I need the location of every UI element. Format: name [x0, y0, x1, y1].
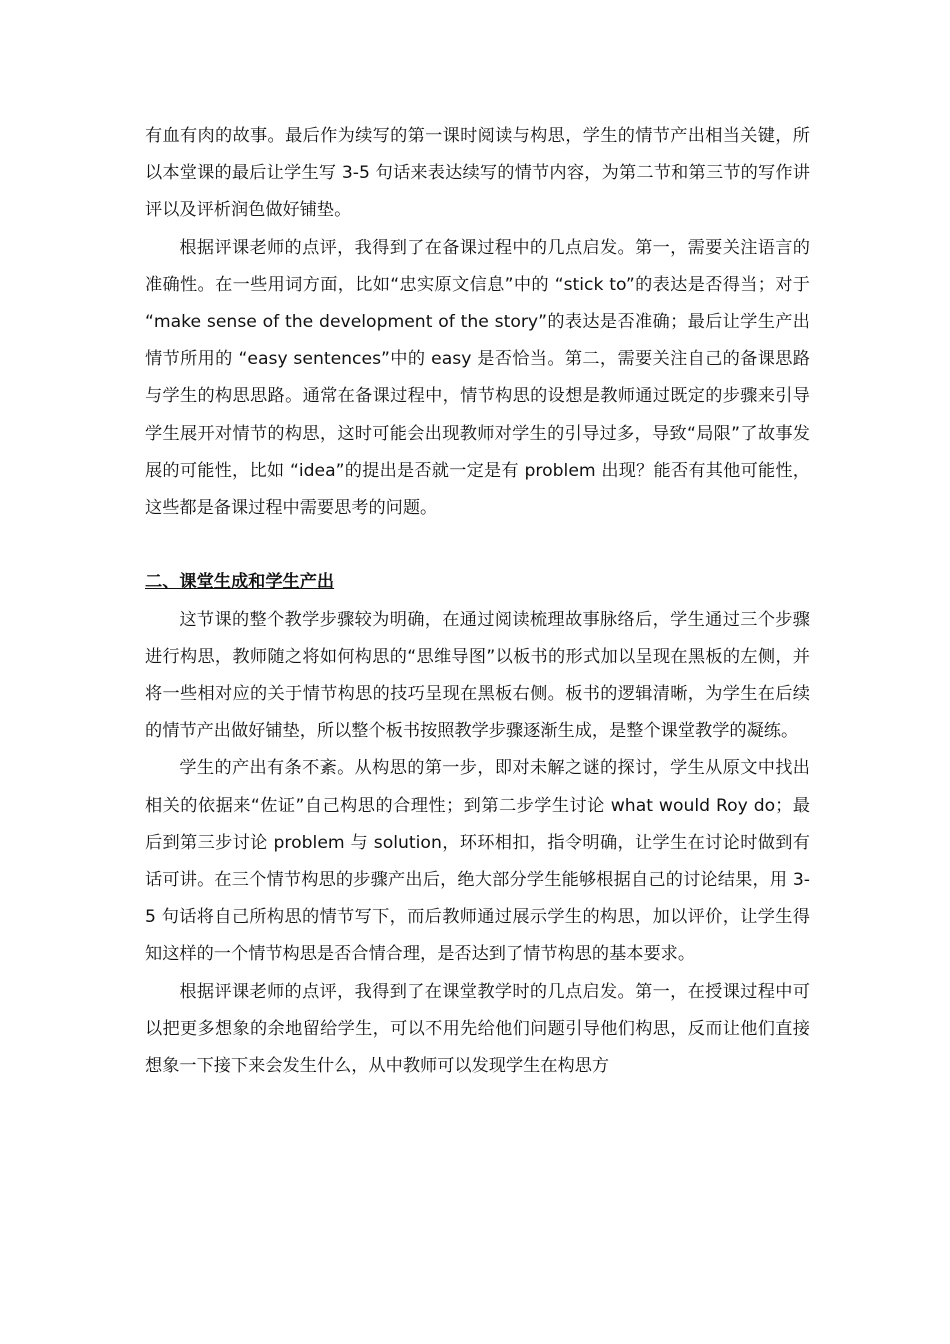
paragraph-lesson-prep-insights: 根据评课老师的点评，我得到了在备课过程中的几点启发。第一，需要关注语言的准确性。在一些用词方面，比如“忠实原文信息”中的 “stick to”的表达是否得当；对于 “make sense of the development of the story”的表达是否准确；最后让学生产出情节所用的 “easy sentences”中的 easy 是否恰当。第二，需要关注自己的备课思路与学生的构思思路。通常在备课过程中，情节构思的设想是教师通过既定的步骤来引导学生展开对情节的构思，这时可能会出现教师对学生的引导过多，导致“局限”了故事发展的可能性，比如 “idea”的提出是否就一定是有 problem 出现？能否有其他可能性，这些都是备课过程中需要思考的问题。	[145, 237, 810, 519]
paragraph-student-output: 学生的产出有条不紊。从构思的第一步，即对未解之谜的探讨，学生从原文中找出相关的依据来“佐证”自己构思的合理性；到第二步学生讨论 what would Roy do；最后到第三步讨论 problem 与 solution，环环相扣，指令明确，让学生在讨论时做到有话可讲。在三个情节构思的步骤产出后，绝大部分学生能够根据自己的讨论结果，用 3-5 句话将自己所构思的情节写下，而后教师通过展示学生的构思，加以评价，让学生得知这样的一个情节构思是否合情合理，是否达到了情节构思的基本要求。	[145, 758, 810, 965]
section-heading: 二、课堂生成和学生产出	[145, 572, 335, 593]
paragraph-classroom-insights: 根据评课老师的点评，我得到了在课堂教学时的几点启发。第一，在授课过程中可以把更多想象的余地留给学生，可以不用先给他们问题引导他们构思，反而让他们直接想象一下接下来会发生什么，从中教师可以发现学生在构思方	[145, 981, 810, 1077]
paragraph-teaching-steps: 这节课的整个教学步骤较为明确，在通过阅读梳理故事脉络后，学生通过三个步骤进行构思，教师随之将如何构思的“思维导图”以板书的形式加以呈现在黑板的左侧，并将一些相对应的关于情节构思的技巧呈现在黑板右侧。板书的逻辑清晰，为学生在后续的情节产出做好铺垫，所以整个板书按照教学步骤逐渐生成，是整个课堂教学的凝练。	[145, 609, 810, 742]
paragraph-continuation: 有血有肉的故事。最后作为续写的第一课时阅读与构思，学生的情节产出相当关键，所以本堂课的最后让学生写 3-5 句话来表达续写的情节内容，为第二节和第三节的写作讲评以及评析润色做好铺垫。	[145, 126, 810, 221]
paragraph-spacer	[145, 527, 810, 564]
document-page	[145, 118, 810, 1085]
